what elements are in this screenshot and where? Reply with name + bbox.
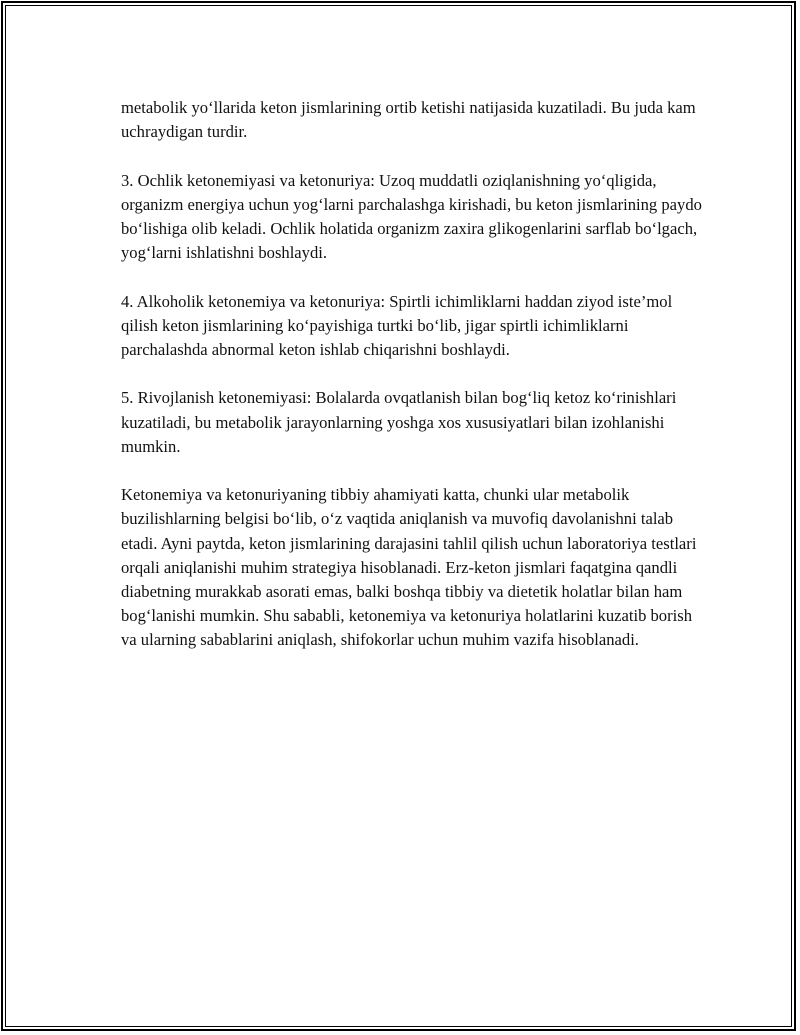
page-frame xyxy=(1,1,796,1031)
paragraph-item-3: 3. Ochlik ketonemiyasi va ketonuriya: Uzoq muddatli oziqlanishning yo‘qligida, organizm energiya uchun yog‘larni parchalashga kirishadi, bu keton jismlarining paydo bo‘lishiga olib keladi. Ochlik holatida organizm zaxira glikogenlarini sarflab bo‘lgach, yog‘larni ishlatishni boshlaydi. xyxy=(121,170,702,263)
paragraph-continuation: metabolik yo‘llarida keton jismlarining ortib ketishi natijasida kuzatiladi. Bu juda kam uchraydigan turdir. xyxy=(121,98,696,142)
paragraph-conclusion: Ketonemiya va ketonuriyaning tibbiy ahamiyati katta, chunki ular metabolik buzilishlarning belgisi bo‘lib, o‘z vaqtida aniqlanish va muvofiq davolanishni talab etadi. Ayni paytda, keton jismlarining darajasini tahlil qilish uchun laboratoriya testlari orqali aniqlanishi muhim strategiya hisoblanadi. Erz-keton jismlari faqatgina qandli diabetning murakkab asorati emas, balki boshqa tibbiy va dietetik holatlar bilan ham bog‘lanishi mumkin. Shu sababli, ketonemiya va ketonuriya holatlarini kuzatib borish va ularning sabablarini aniqlash, shifokorlar uchun muhim vazifa hisoblanadi. xyxy=(121,485,697,650)
paragraph-item-5: 5. Rivojlanish ketonemiyasi: Bolalarda ovqatlanish bilan bog‘liq ketoz ko‘rinishlari kuzatiladi, bu metabolik jarayonlarning yoshga xos xususiyatlari bilan izohlanishi mumkin. xyxy=(121,388,677,456)
document-body xyxy=(121,96,706,653)
paragraph-item-4: 4. Alkoholik ketonemiya va ketonuriya: Spirtli ichimliklarni haddan ziyod iste’mol qilish keton jismlarining ko‘payishiga turtki bo‘lib, jigar spirtli ichimliklarni parchalashda abnormal keton ishlab chiqarishni boshlaydi. xyxy=(121,291,673,359)
